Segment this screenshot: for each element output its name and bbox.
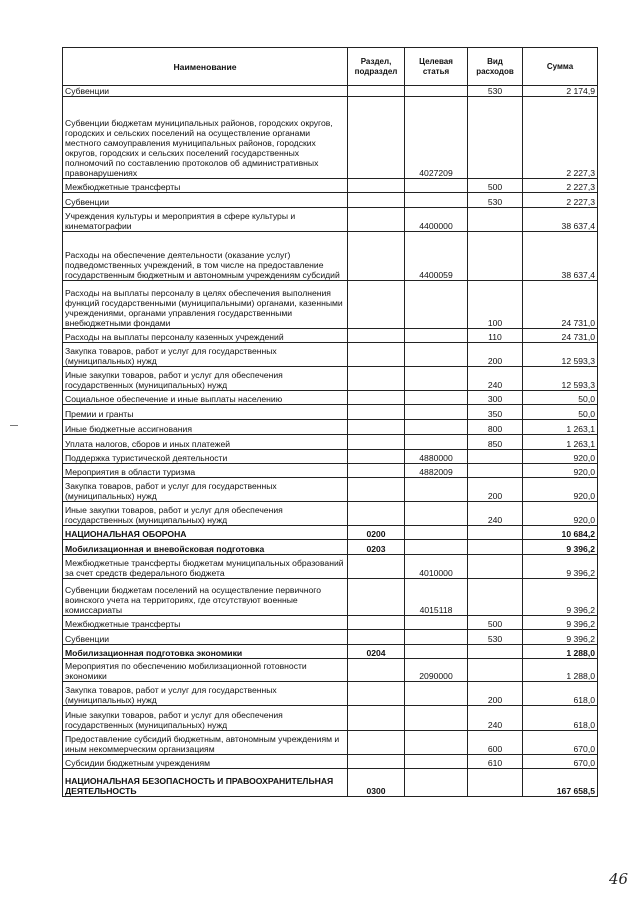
cell-sum: 38 637,4 [523,208,598,232]
cell-article [405,731,468,755]
cell-sum: 9 396,2 [523,630,598,645]
cell-article [405,502,468,526]
cell-article [405,540,468,555]
cell-sum: 920,0 [523,478,598,502]
cell-name: Мобилизационная и вневойсковая подготовка [63,540,348,555]
table-row [63,367,598,391]
cell-article: 4015118 [405,579,468,616]
header-name: Наименование [63,48,348,86]
cell-section [348,630,405,645]
cell-article [405,86,468,97]
header-kind: Вид расходов [468,48,523,86]
cell-kind: 530 [468,630,523,645]
cell-name: Расходы на выплаты персоналу в целях обеспечения выполнения функций государственными (муниципальными) органами, казенными учреждениями, органами управления государственными внебюджетными фондами [63,281,348,329]
cell-name: НАЦИОНАЛЬНАЯ ОБОРОНА [63,526,348,540]
cell-article [405,645,468,659]
cell-kind: 200 [468,478,523,502]
cell-name: Закупка товаров, работ и услуг для государственных (муниципальных) нужд [63,682,348,706]
cell-sum: 670,0 [523,755,598,769]
cell-name: Расходы на выплаты персоналу казенных учреждений [63,329,348,343]
cell-sum: 1 263,1 [523,420,598,435]
cell-sum: 670,0 [523,731,598,755]
cell-sum: 618,0 [523,706,598,731]
cell-article [405,193,468,208]
cell-sum: 920,0 [523,464,598,478]
cell-name: Мобилизационная подготовка экономики [63,645,348,659]
cell-kind [468,464,523,478]
table-row [63,420,598,435]
cell-sum: 1 263,1 [523,435,598,450]
cell-name: Субвенции бюджетам муниципальных районов, городских округов, городских и сельских поселений на осуществление органами местного самоуправления муниципальных районов, городских округов, городских и сельских поселений государственных полномочий по составлению протоколов об административных правонарушениях [63,97,348,179]
cell-article [405,281,468,329]
cell-article: 4400000 [405,208,468,232]
table-row [63,405,598,420]
cell-kind: 200 [468,682,523,706]
table-row [63,659,598,682]
cell-section: 0204 [348,645,405,659]
cell-section [348,86,405,97]
cell-sum: 2 227,3 [523,179,598,193]
cell-section [348,682,405,706]
cell-sum: 2 227,3 [523,97,598,179]
cell-article [405,755,468,769]
cell-kind [468,232,523,281]
table-row [63,616,598,630]
header-section: Раздел, подраздел [348,48,405,86]
cell-article [405,682,468,706]
page-number: 46 [609,870,629,888]
cell-kind: 240 [468,706,523,731]
cell-section [348,343,405,367]
cell-section [348,193,405,208]
cell-kind: 530 [468,193,523,208]
cell-sum: 167 658,5 [523,769,598,797]
cell-name: Иные закупки товаров, работ и услуг для обеспечения государственных (муниципальных) нужд [63,706,348,731]
cell-sum: 10 684,2 [523,526,598,540]
cell-section [348,502,405,526]
cell-name: Субвенции [63,630,348,645]
cell-name: Уплата налогов, сборов и иных платежей [63,435,348,450]
cell-section [348,555,405,579]
table-row [63,706,598,731]
cell-article [405,179,468,193]
cell-article [405,435,468,450]
table-row [63,755,598,769]
cell-sum: 1 288,0 [523,645,598,659]
cell-kind: 300 [468,391,523,405]
cell-sum: 24 731,0 [523,329,598,343]
cell-section [348,616,405,630]
cell-name: Социальное обеспечение и иные выплаты населению [63,391,348,405]
cell-name: НАЦИОНАЛЬНАЯ БЕЗОПАСНОСТЬ И ПРАВООХРАНИТЕЛЬНАЯ ДЕЯТЕЛЬНОСТЬ [63,769,348,797]
cell-section [348,755,405,769]
cell-article [405,769,468,797]
cell-sum: 50,0 [523,391,598,405]
cell-name: Межбюджетные трансферты бюджетам муниципальных образований за счет средств федерального бюджета [63,555,348,579]
cell-name: Межбюджетные трансферты [63,179,348,193]
cell-article [405,405,468,420]
cell-kind: 500 [468,179,523,193]
cell-kind [468,645,523,659]
cell-kind: 850 [468,435,523,450]
margin-mark [10,425,18,426]
table-body [63,86,598,797]
cell-section [348,367,405,391]
cell-article: 2090000 [405,659,468,682]
cell-article: 4400059 [405,232,468,281]
cell-article: 4882009 [405,464,468,478]
cell-section [348,405,405,420]
cell-name: Закупка товаров, работ и услуг для государственных (муниципальных) нужд [63,343,348,367]
cell-kind: 530 [468,86,523,97]
table-row [63,464,598,478]
cell-article [405,420,468,435]
cell-kind: 110 [468,329,523,343]
cell-article [405,391,468,405]
cell-sum: 9 396,2 [523,555,598,579]
cell-sum: 618,0 [523,682,598,706]
cell-name: Иные бюджетные ассигнования [63,420,348,435]
table-row [63,769,598,797]
cell-section [348,706,405,731]
cell-name: Премии и гранты [63,405,348,420]
cell-kind [468,555,523,579]
cell-article: 4880000 [405,450,468,464]
cell-section: 0300 [348,769,405,797]
cell-name: Закупка товаров, работ и услуг для государственных (муниципальных) нужд [63,478,348,502]
cell-kind: 500 [468,616,523,630]
table-row [63,86,598,97]
cell-kind: 100 [468,281,523,329]
cell-kind [468,769,523,797]
table-row [63,555,598,579]
cell-sum: 9 396,2 [523,616,598,630]
cell-sum: 50,0 [523,405,598,420]
cell-section: 0203 [348,540,405,555]
cell-article [405,367,468,391]
cell-section [348,208,405,232]
cell-kind [468,659,523,682]
budget-table [62,47,598,797]
cell-article [405,706,468,731]
cell-article [405,478,468,502]
table-row [63,682,598,706]
cell-name: Субвенции [63,193,348,208]
cell-kind: 800 [468,420,523,435]
cell-article [405,616,468,630]
table-row [63,435,598,450]
cell-sum: 9 396,2 [523,579,598,616]
table-row [63,450,598,464]
cell-kind: 600 [468,731,523,755]
cell-sum: 1 288,0 [523,659,598,682]
table-row [63,478,598,502]
cell-section [348,450,405,464]
cell-sum: 920,0 [523,502,598,526]
table-row [63,579,598,616]
cell-section [348,281,405,329]
table-row [63,645,598,659]
cell-kind [468,579,523,616]
cell-sum: 38 637,4 [523,232,598,281]
cell-sum: 12 593,3 [523,343,598,367]
cell-section [348,232,405,281]
cell-name: Учреждения культуры и мероприятия в сфере культуры и кинематографии [63,208,348,232]
table-row [63,329,598,343]
cell-section [348,478,405,502]
cell-kind [468,540,523,555]
cell-section [348,420,405,435]
cell-sum: 12 593,3 [523,367,598,391]
cell-name: Иные закупки товаров, работ и услуг для обеспечения государственных (муниципальных) нужд [63,502,348,526]
cell-kind: 240 [468,502,523,526]
cell-kind: 350 [468,405,523,420]
cell-article [405,630,468,645]
cell-article [405,526,468,540]
cell-section [348,579,405,616]
cell-name: Мероприятия по обеспечению мобилизационной готовности экономики [63,659,348,682]
cell-name: Субвенции бюджетам поселений на осуществление первичного воинского учета на территориях, где отсутствуют военные комиссариаты [63,579,348,616]
cell-section [348,391,405,405]
table-header-row [63,48,598,86]
cell-article: 4010000 [405,555,468,579]
cell-section [348,435,405,450]
cell-article: 4027209 [405,97,468,179]
cell-name: Иные закупки товаров, работ и услуг для обеспечения государственных (муниципальных) нужд [63,367,348,391]
table-row [63,208,598,232]
cell-kind: 200 [468,343,523,367]
cell-kind [468,208,523,232]
table-row [63,343,598,367]
header-article: Целевая статья [405,48,468,86]
cell-sum: 24 731,0 [523,281,598,329]
table-row [63,502,598,526]
cell-name: Поддержка туристической деятельности [63,450,348,464]
cell-sum: 2 174,9 [523,86,598,97]
cell-section [348,329,405,343]
cell-name: Субвенции [63,86,348,97]
table-row [63,232,598,281]
cell-kind: 610 [468,755,523,769]
cell-name: Расходы на обеспечение деятельности (оказание услуг) подведомственных учреждений, в том числе на предоставление государственным бюджетным и автономным учреждениям субсидий [63,232,348,281]
cell-section [348,97,405,179]
header-sum: Сумма [523,48,598,86]
cell-section: 0200 [348,526,405,540]
cell-kind [468,450,523,464]
cell-name: Мероприятия в области туризма [63,464,348,478]
cell-section [348,464,405,478]
table-row [63,97,598,179]
cell-sum: 920,0 [523,450,598,464]
cell-section [348,659,405,682]
cell-kind [468,526,523,540]
table-row [63,540,598,555]
table-row [63,526,598,540]
cell-article [405,343,468,367]
cell-article [405,329,468,343]
table-row [63,193,598,208]
table-row [63,281,598,329]
table-row [63,630,598,645]
cell-name: Межбюджетные трансферты [63,616,348,630]
cell-section [348,179,405,193]
cell-section [348,731,405,755]
cell-sum: 9 396,2 [523,540,598,555]
cell-kind: 240 [468,367,523,391]
table-row [63,179,598,193]
cell-kind [468,97,523,179]
cell-name: Предоставление субсидий бюджетным, автономным учреждениям и иным некоммерческим организациям [63,731,348,755]
table-row [63,391,598,405]
cell-name: Субсидии бюджетным учреждениям [63,755,348,769]
cell-sum: 2 227,3 [523,193,598,208]
table-row [63,731,598,755]
